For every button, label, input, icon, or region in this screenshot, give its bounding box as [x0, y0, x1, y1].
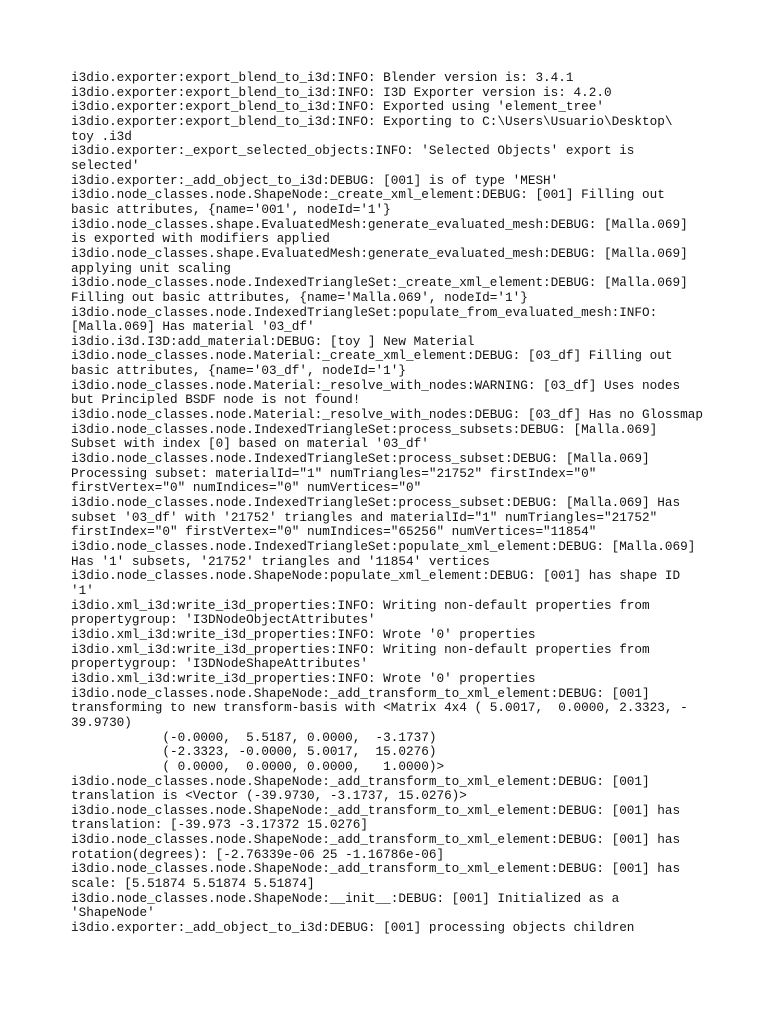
log-line: i3dio.node_classes.node.ShapeNode:populate_xml_element:DEBUG: [001] has shape ID [71, 568, 681, 584]
log-line: i3dio.node_classes.node.IndexedTriangleSet:populate_xml_element:DEBUG: [Malla.069] [71, 539, 696, 554]
log-line: but Principled BSDF node is not found! [71, 392, 361, 408]
log-line: Has '1' subsets, '21752' triangles and '11854' vertices [71, 553, 490, 569]
log-line: scale: [5.51874 5.51874 5.51874] [71, 876, 315, 892]
log-line: i3dio.node_classes.node.ShapeNode:__init__:DEBUG: [001] Initialized as a [71, 890, 620, 906]
log-line: i3dio.xml_i3d:write_i3d_properties:INFO: Writing non-default properties from [71, 597, 650, 613]
log-line: toy .i3d [71, 128, 132, 144]
log-line: i3dio.exporter:export_blend_to_i3d:INFO: Exported using 'element_tree' [71, 99, 604, 115]
log-line: i3dio.exporter:export_blend_to_i3d:INFO: I3D Exporter version is: 4.2.0 [71, 84, 612, 100]
log-line: i3dio.i3d.I3D:add_material:DEBUG: [toy ] New Material [71, 333, 475, 349]
log-line: i3dio.exporter:_export_selected_objects:INFO: 'Selected Objects' export is [71, 143, 635, 159]
log-line: i3dio.exporter:_add_object_to_i3d:DEBUG: [001] processing objects children [71, 920, 635, 936]
log-line: i3dio.exporter:export_blend_to_i3d:INFO: Blender version is: 3.4.1 [71, 70, 574, 85]
log-line: '1' [71, 582, 94, 598]
log-line: applying unit scaling [71, 260, 231, 276]
log-line: i3dio.node_classes.node.Material:_create_xml_element:DEBUG: [03_df] Filling out [71, 348, 673, 364]
log-line: i3dio.node_classes.node.IndexedTriangleSet:process_subset:DEBUG: [Malla.069] Has [71, 495, 681, 511]
log-line: (-2.3323, -0.0000, 5.0017, 15.0276) [71, 744, 437, 760]
log-line: ( 0.0000, 0.0000, 0.0000, 1.0000)> [71, 758, 445, 774]
log-line: is exported with modifiers applied [71, 231, 330, 247]
log-line: i3dio.node_classes.node.ShapeNode:_create_xml_element:DEBUG: [001] Filling out [71, 187, 665, 203]
log-line: [Malla.069] Has material '03_df' [71, 319, 315, 335]
log-line: i3dio.node_classes.node.IndexedTriangleSet:populate_from_evaluated_mesh:INFO: [71, 304, 658, 320]
log-line: i3dio.node_classes.node.IndexedTriangleSet:_create_xml_element:DEBUG: [Malla.069] [71, 275, 688, 291]
log-line: basic attributes, {name='001', nodeId='1'} [71, 201, 391, 217]
log-line: propertygroup: 'I3DNodeShapeAttributes' [71, 656, 368, 672]
log-line: i3dio.exporter:_add_object_to_i3d:DEBUG: [001] is of type 'MESH' [71, 172, 559, 188]
log-line: i3dio.exporter:export_blend_to_i3d:INFO: Exporting to C:\Users\Usuario\Desktop\ [71, 113, 673, 129]
log-document [71, 71, 711, 936]
log-line: i3dio.node_classes.node.ShapeNode:_add_transform_to_xml_element:DEBUG: [001] [71, 773, 650, 789]
log-line: i3dio.node_classes.node.Material:_resolve_with_nodes:DEBUG: [03_df] Has no Glossmap [71, 407, 703, 423]
log-line: 39.9730) [71, 714, 132, 730]
log-line: i3dio.node_classes.shape.EvaluatedMesh:generate_evaluated_mesh:DEBUG: [Malla.069] [71, 245, 688, 261]
log-line: (-0.0000, 5.5187, 0.0000, -3.1737) [71, 729, 437, 745]
log-line: i3dio.node_classes.node.IndexedTriangleSet:process_subset:DEBUG: [Malla.069] [71, 451, 650, 467]
log-line: Processing subset: materialId="1" numTriangles="21752" firstIndex="0" [71, 465, 597, 481]
log-line: i3dio.node_classes.node.ShapeNode:_add_transform_to_xml_element:DEBUG: [001] [71, 685, 650, 701]
log-line: i3dio.xml_i3d:write_i3d_properties:INFO: Wrote '0' properties [71, 626, 536, 642]
log-line: translation is <Vector (-39.9730, -3.1737, 15.0276)> [71, 788, 467, 804]
log-line: transforming to new transform-basis with <Matrix 4x4 ( 5.0017, 0.0000, 2.3323, - [71, 700, 688, 716]
log-line: 'ShapeNode' [71, 905, 155, 921]
log-line: i3dio.node_classes.shape.EvaluatedMesh:generate_evaluated_mesh:DEBUG: [Malla.069] [71, 216, 688, 232]
log-line: i3dio.node_classes.node.ShapeNode:_add_transform_to_xml_element:DEBUG: [001] has [71, 832, 681, 848]
log-line: propertygroup: 'I3DNodeObjectAttributes' [71, 612, 376, 628]
log-line: i3dio.node_classes.node.ShapeNode:_add_transform_to_xml_element:DEBUG: [001] has [71, 861, 681, 877]
log-line: rotation(degrees): [-2.76339e-06 25 -1.16786e-06] [71, 846, 445, 862]
log-line: i3dio.xml_i3d:write_i3d_properties:INFO: Writing non-default properties from [71, 641, 650, 657]
log-line: selected' [71, 157, 140, 173]
log-line: i3dio.node_classes.node.ShapeNode:_add_transform_to_xml_element:DEBUG: [001] has [71, 802, 681, 818]
log-line: translation: [-39.973 -3.17372 15.0276] [71, 817, 368, 833]
log-line: subset '03_df' with '21752' triangles and materialId="1" numTriangles="21752" [71, 509, 658, 525]
log-line: basic attributes, {name='03_df', nodeId='1'} [71, 363, 407, 379]
log-line: Filling out basic attributes, {name='Malla.069', nodeId='1'} [71, 289, 528, 305]
log-line: firstIndex="0" firstVertex="0" numIndices="65256" numVertices="11854" [71, 524, 597, 540]
log-line: firstVertex="0" numIndices="0" numVertices="0" [71, 480, 422, 496]
log-line: Subset with index [0] based on material '03_df' [71, 436, 429, 452]
log-line: i3dio.node_classes.node.Material:_resolve_with_nodes:WARNING: [03_df] Uses nodes [71, 377, 681, 393]
log-line: i3dio.node_classes.node.IndexedTriangleSet:process_subsets:DEBUG: [Malla.069] [71, 421, 658, 437]
log-line: i3dio.xml_i3d:write_i3d_properties:INFO: Wrote '0' properties [71, 670, 536, 686]
